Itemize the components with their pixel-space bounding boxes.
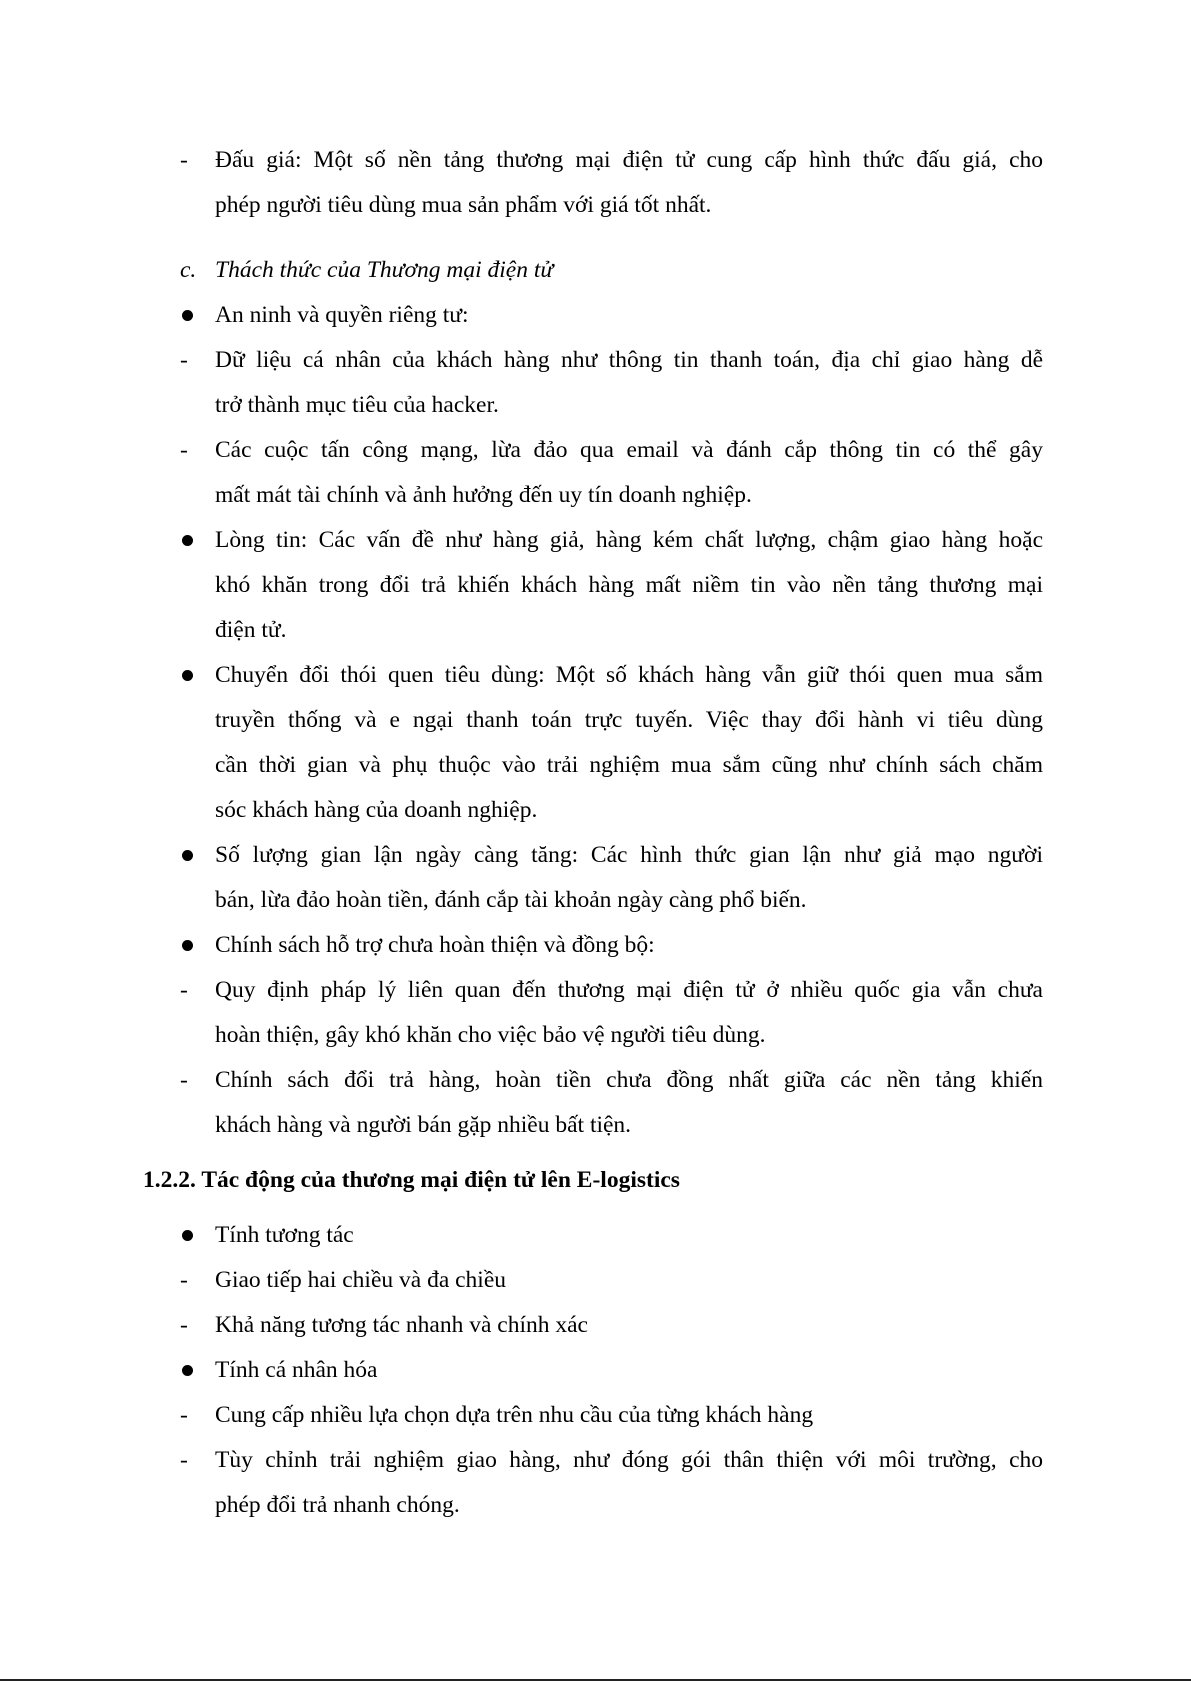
- bullet-icon: [182, 670, 193, 681]
- list-item-line: An ninh và quyền riêng tư:: [215, 302, 469, 328]
- subsection-marker: c.: [180, 257, 197, 283]
- list-item-line: khách hàng và người bán gặp nhiều bất tiện.: [215, 1112, 632, 1138]
- page-bottom-edge: [0, 1679, 1191, 1681]
- list-item-line: điện tử.: [215, 617, 287, 643]
- bullet-icon: [182, 1230, 193, 1241]
- dash-marker: -: [180, 147, 188, 173]
- section-heading: 1.2.2. Tác động của thương mại điện tử lên E-logistics: [143, 1167, 680, 1193]
- list-item-line: Tùy chỉnh trải nghiệm giao hàng, như đóng gói thân thiện với môi trường, cho: [215, 1447, 1043, 1473]
- list-item-line: Các cuộc tấn công mạng, lừa đảo qua email và đánh cắp thông tin có thể gây: [215, 437, 1043, 463]
- bullet-icon: [182, 850, 193, 861]
- dash-marker: -: [180, 1267, 188, 1293]
- list-item-line: Giao tiếp hai chiều và đa chiều: [215, 1267, 507, 1293]
- list-item-line: Tính tương tác: [215, 1222, 354, 1248]
- dash-marker: -: [180, 347, 188, 373]
- dash-marker: -: [180, 977, 188, 1003]
- list-item-line: Chính sách đổi trả hàng, hoàn tiền chưa đồng nhất giữa các nền tảng khiến: [215, 1067, 1043, 1093]
- list-item-line: Chuyển đổi thói quen tiêu dùng: Một số khách hàng vẫn giữ thói quen mua sắm: [215, 662, 1043, 688]
- list-item-line: bán, lừa đảo hoàn tiền, đánh cắp tài khoản ngày càng phổ biến.: [215, 887, 807, 913]
- list-item-line: trở thành mục tiêu của hacker.: [215, 392, 499, 418]
- list-item-line: khó khăn trong đổi trả khiến khách hàng mất niềm tin vào nền tảng thương mại: [215, 572, 1043, 598]
- dash-marker: -: [180, 1447, 188, 1473]
- bullet-icon: [182, 940, 193, 951]
- list-item-line: Dữ liệu cá nhân của khách hàng như thông tin thanh toán, địa chỉ giao hàng dễ: [215, 347, 1043, 373]
- bullet-icon: [182, 535, 193, 546]
- list-item-line: mất mát tài chính và ảnh hưởng đến uy tín doanh nghiệp.: [215, 482, 752, 508]
- dash-marker: -: [180, 1312, 188, 1338]
- list-item-line: hoàn thiện, gây khó khăn cho việc bảo vệ người tiêu dùng.: [215, 1022, 766, 1048]
- list-item-line: Quy định pháp lý liên quan đến thương mại điện tử ở nhiều quốc gia vẫn chưa: [215, 977, 1043, 1003]
- list-item-line: sóc khách hàng của doanh nghiệp.: [215, 797, 538, 823]
- list-item-line: phép người tiêu dùng mua sản phẩm với giá tốt nhất.: [215, 192, 712, 218]
- list-item-line: cần thời gian và phụ thuộc vào trải nghiệm mua sắm cũng như chính sách chăm: [215, 752, 1043, 778]
- list-item-line: Lòng tin: Các vấn đề như hàng giả, hàng kém chất lượng, chậm giao hàng hoặc: [215, 527, 1043, 553]
- list-item-line: Đấu giá: Một số nền tảng thương mại điện tử cung cấp hình thức đấu giá, cho: [215, 147, 1043, 173]
- list-item-line: truyền thống và e ngại thanh toán trực tuyến. Việc thay đổi hành vi tiêu dùng: [215, 707, 1043, 733]
- dash-marker: -: [180, 1402, 188, 1428]
- list-item-line: Tính cá nhân hóa: [215, 1357, 378, 1383]
- dash-marker: -: [180, 437, 188, 463]
- bullet-icon: [182, 310, 193, 321]
- list-item-line: Chính sách hỗ trợ chưa hoàn thiện và đồng bộ:: [215, 932, 655, 958]
- list-item-line: Khả năng tương tác nhanh và chính xác: [215, 1312, 588, 1338]
- list-item-line: Cung cấp nhiều lựa chọn dựa trên nhu cầu của từng khách hàng: [215, 1402, 814, 1428]
- subsection-title: Thách thức của Thương mại điện tử: [215, 257, 554, 283]
- bullet-icon: [182, 1365, 193, 1376]
- dash-marker: -: [180, 1067, 188, 1093]
- list-item-line: phép đổi trả nhanh chóng.: [215, 1492, 460, 1518]
- list-item-line: Số lượng gian lận ngày càng tăng: Các hình thức gian lận như giả mạo người: [215, 842, 1043, 868]
